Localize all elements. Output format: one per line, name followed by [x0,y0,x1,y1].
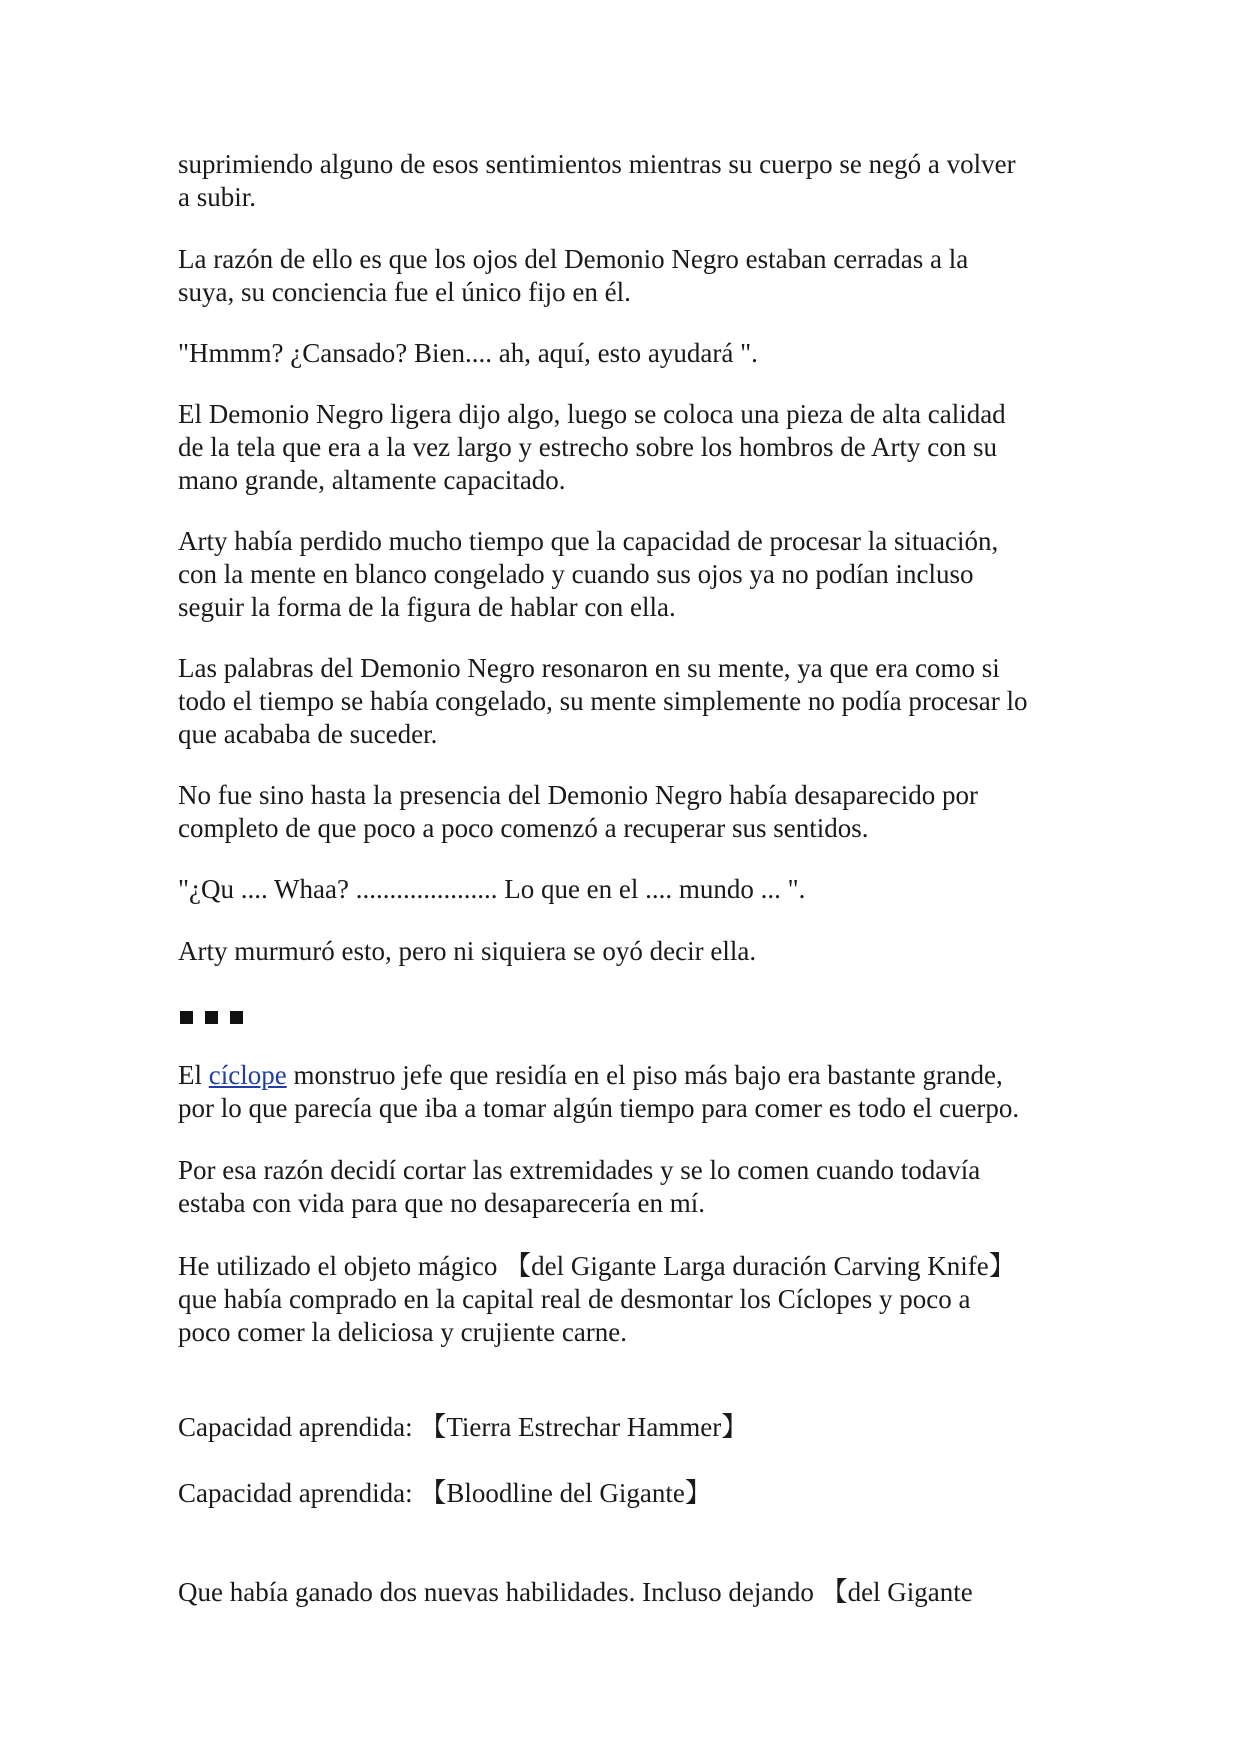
paragraph-cyclops [178,1059,1078,1125]
text-line: La razón de ello es que los ojos del Demonio Negro estaban cerradas a la [178,244,969,274]
text-segment: monstruo jefe que residía en el piso más bajo era bastante grande, [286,1060,1003,1090]
text-line: Que había ganado dos nuevas habilidades. Incluso dejando 【del Gigante [178,1577,973,1607]
text-segment: El [178,1060,209,1090]
text-line: mano grande, altamente capacitado. [178,465,566,495]
paragraph-3 [178,337,1078,370]
text-line: estaba con vida para que no desaparecería en mí. [178,1188,705,1218]
text-line: Por esa razón decidí cortar las extremidades y se lo comen cuando todavía [178,1155,981,1185]
text-line: completo de que poco a poco comenzó a recuperar sus sentidos. [178,813,869,843]
paragraph-2 [178,243,1078,309]
separator-square [230,1011,243,1024]
text-line: Capacidad aprendida: 【Bloodline del Gigante】 [178,1478,712,1508]
paragraph-11 [178,1250,1078,1349]
paragraph-6 [178,652,1078,751]
paragraph-8 [178,873,1078,906]
skill-learned-2 [178,1477,1078,1510]
text-line: suya, su conciencia fue el único fijo en él. [178,277,631,307]
cyclops-link[interactable]: cíclope [208,1060,287,1090]
text-line: No fue sino hasta la presencia del Demonio Negro había desaparecido por [178,780,978,810]
text-line: que había comprado en la capital real de desmontar los Cíclopes y poco a [178,1284,971,1314]
skill-learned-1 [178,1411,1078,1444]
text-line: con la mente en blanco congelado y cuando sus ojos ya no podían incluso [178,559,974,589]
text-line: suprimiendo alguno de esos sentimientos mientras su cuerpo se negó a volver [178,149,1016,179]
text-line: Las palabras del Demonio Negro resonaron en su mente, ya que era como si [178,653,1000,683]
separator-square [205,1011,218,1024]
paragraph-7 [178,779,1078,845]
text-line: "¿Qu .... Whaa? ..................... Lo que en el .... mundo ... ". [178,874,806,904]
text-line: seguir la forma de la figura de hablar con ella. [178,592,676,622]
paragraph-1 [178,148,1078,214]
text-line: Capacidad aprendida: 【Tierra Estrechar Hammer】 [178,1412,749,1442]
separator-square [180,1011,193,1024]
text-line: Arty había perdido mucho tiempo que la capacidad de procesar la situación, [178,526,999,556]
section-separator [180,1011,243,1024]
text-line: poco comer la deliciosa y crujiente carne. [178,1317,628,1347]
paragraph-4 [178,398,1078,497]
paragraph-10 [178,1154,1078,1220]
text-line: a subir. [178,182,256,212]
text-line: El Demonio Negro ligera dijo algo, luego se coloca una pieza de alta calidad [178,399,1006,429]
paragraph-12 [178,1576,1078,1609]
text-line: Arty murmuró esto, pero ni siquiera se oyó decir ella. [178,936,757,966]
paragraph-9 [178,935,1078,968]
paragraph-5 [178,525,1078,624]
text-line: por lo que parecía que iba a tomar algún tiempo para comer es todo el cuerpo. [178,1093,1020,1123]
text-line: He utilizado el objeto mágico 【del Gigante Larga duración Carving Knife】 [178,1251,1016,1281]
text-line: que acababa de suceder. [178,719,438,749]
text-line: todo el tiempo se había congelado, su mente simplemente no podía procesar lo [178,686,1028,716]
text-line: de la tela que era a la vez largo y estrecho sobre los hombros de Arty con su [178,432,997,462]
text-line: "Hmmm? ¿Cansado? Bien.... ah, aquí, esto ayudará ". [178,338,758,368]
